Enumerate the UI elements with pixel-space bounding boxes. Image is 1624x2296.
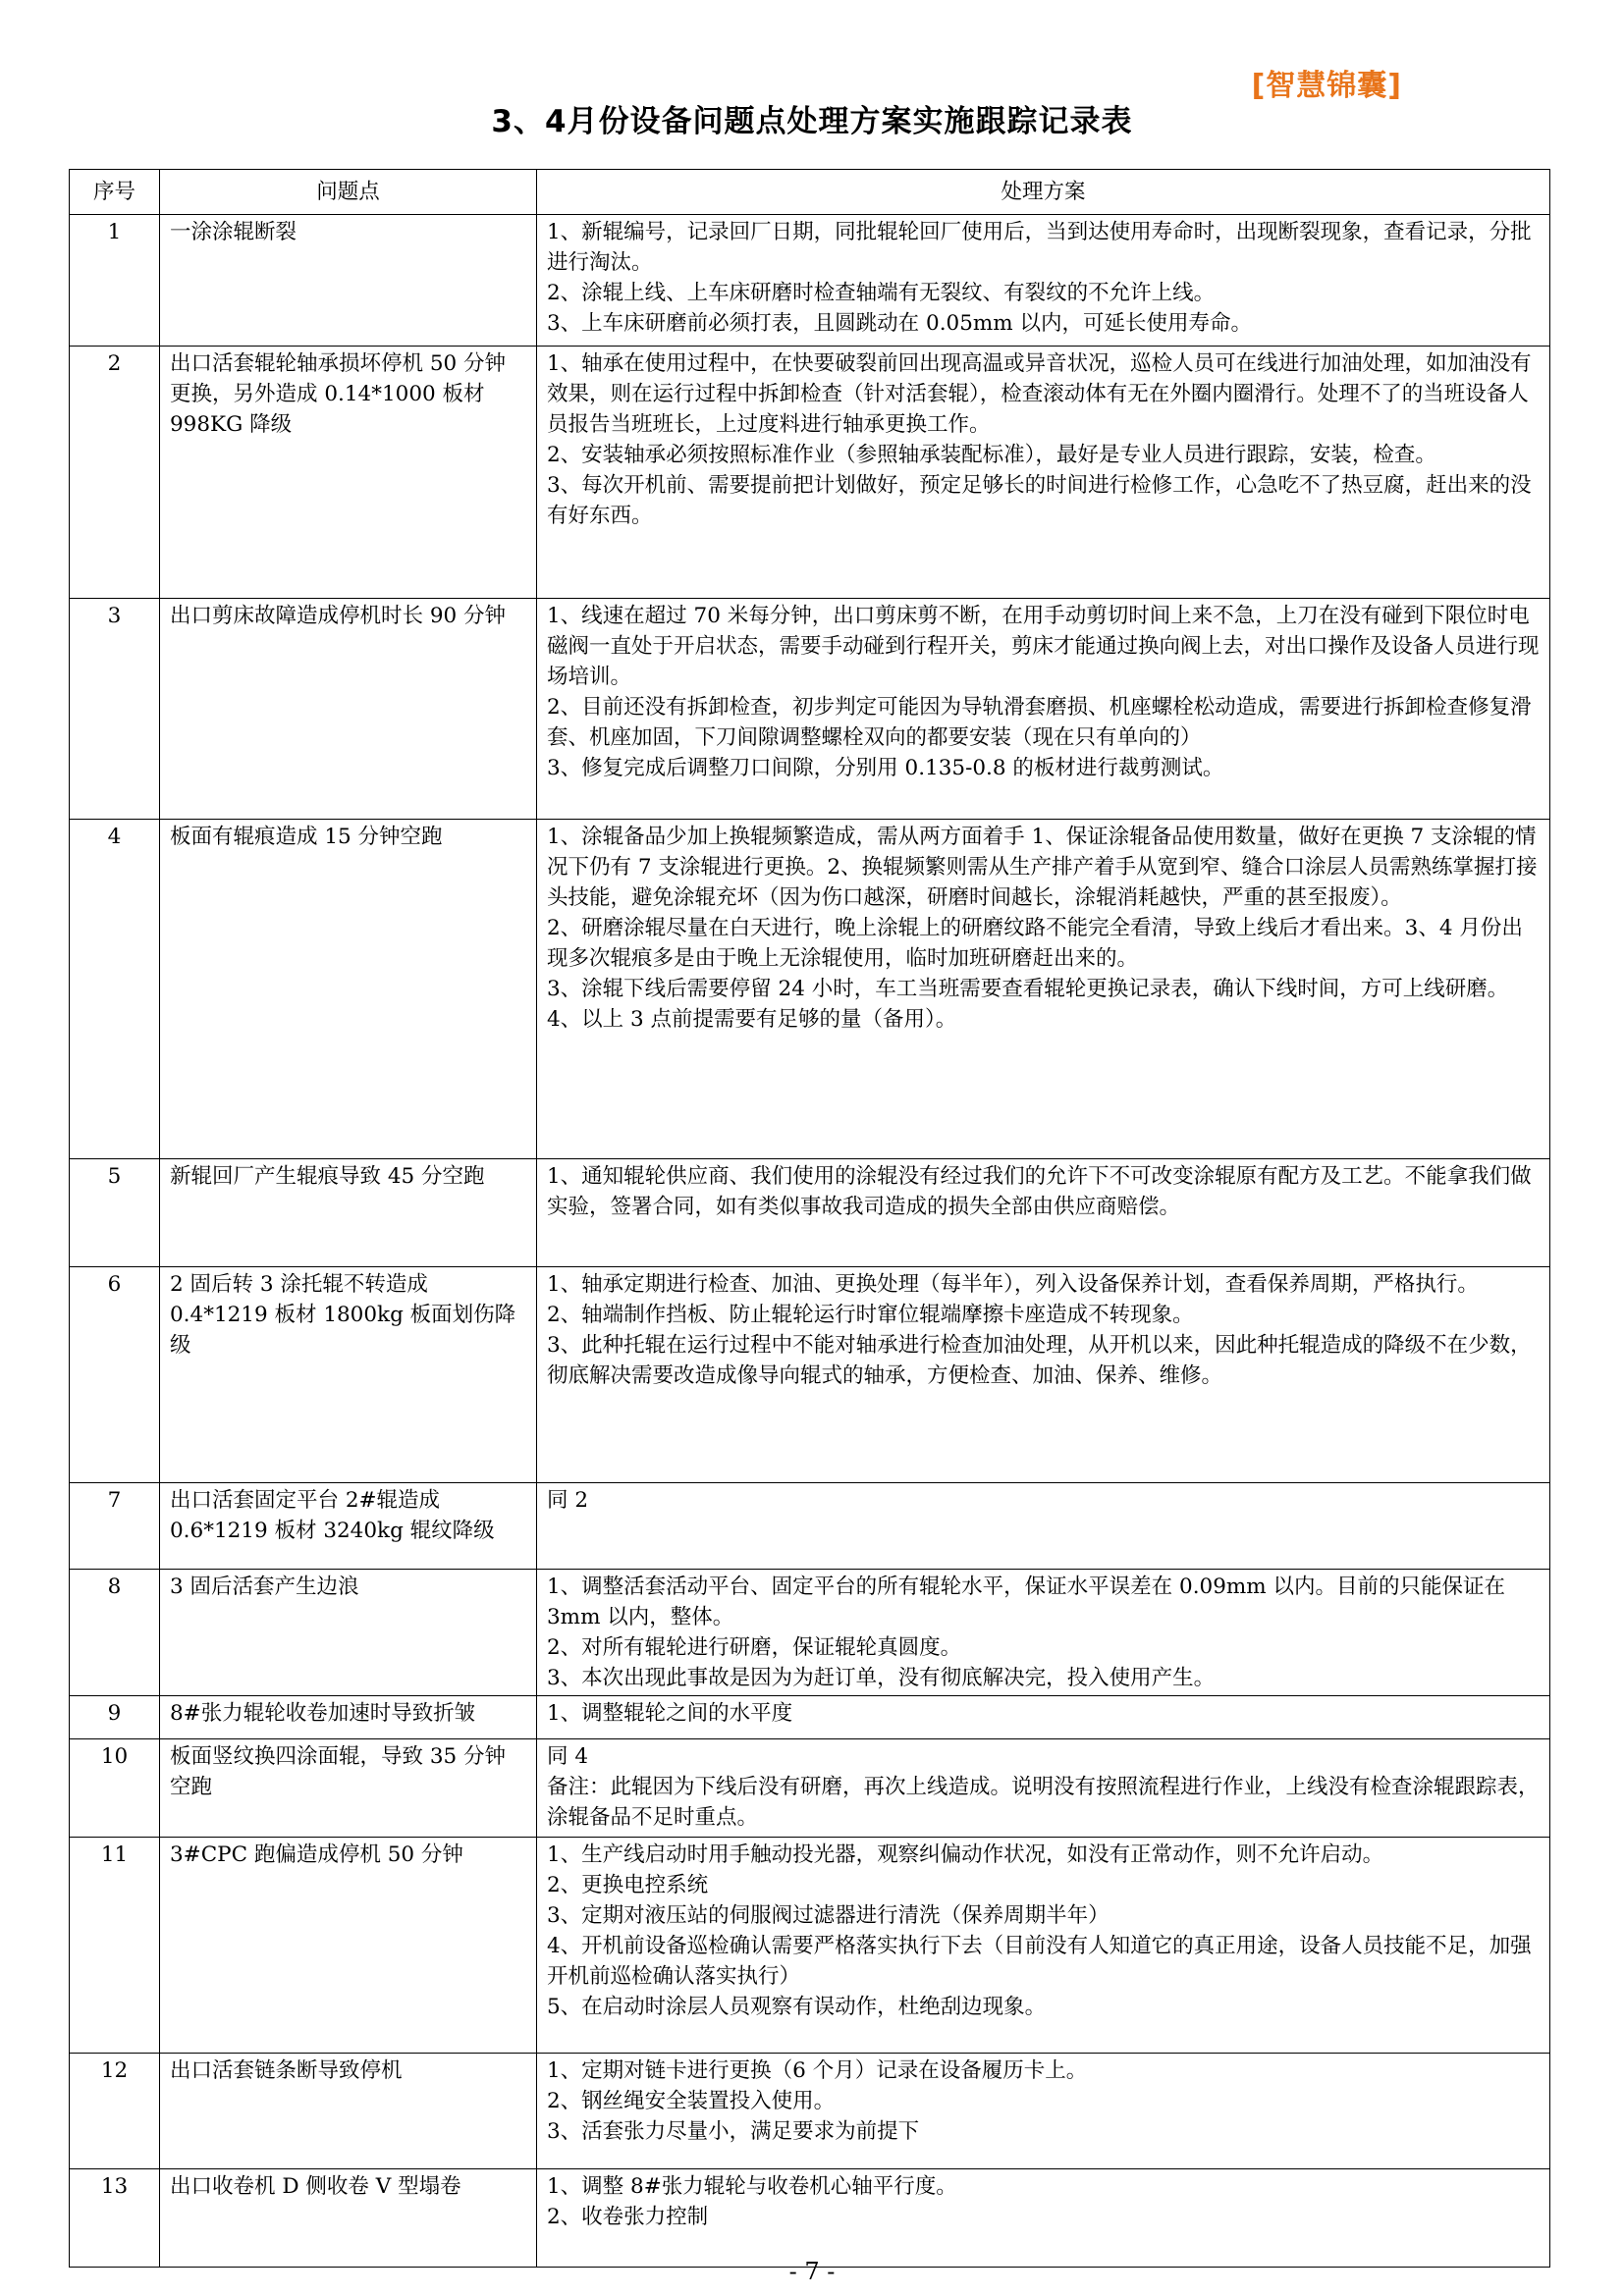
solution-line: 2、更换电控系统 <box>547 1873 709 1897</box>
solution-cell <box>537 1483 1550 1570</box>
table-row <box>70 820 1550 1159</box>
solution-line: 1、调整辊轮之间的水平度 <box>547 1701 793 1726</box>
table-row <box>70 599 1550 820</box>
table-row <box>70 2054 1550 2169</box>
solution-line: 3、定期对液压站的伺服阀过滤器进行清洗（保养周期半年） <box>547 1903 1110 1928</box>
header-num: 序号 <box>70 170 160 215</box>
solution-cell <box>537 1267 1550 1483</box>
solution-cell <box>537 1696 1550 1739</box>
solution-line: 3、涂辊下线后需要停留 24 小时，车工当班需要查看辊轮更换记录表，确认下线时间，方可上线研磨。 <box>547 977 1509 1001</box>
solution-cell <box>537 820 1550 1159</box>
problem-cell: 板面竖纹换四涂面辊，导致 35 分钟空跑 <box>160 1739 537 1838</box>
solution-line: 2、钢丝绳安全装置投入使用。 <box>547 2089 836 2113</box>
solution-line: 1、线速在超过 70 米每分钟，出口剪床剪不断，在用手动剪切时间上来不急，上刀在没有碰到下限位时电磁阀一直处于开启状态，需要手动碰到行程开关，剪床才能通过换向阀上去，对出口操作及设备人员进行现场培训。 <box>547 604 1540 689</box>
row-number: 9 <box>70 1696 160 1739</box>
solution-line: 3、本次出现此事故是因为为赶订单，没有彻底解决完，投入使用产生。 <box>547 1666 1216 1690</box>
solution-cell <box>537 1838 1550 2054</box>
problem-cell: 出口活套固定平台 2#辊造成 0.6*1219 板材 3240kg 辊纹降级 <box>160 1483 537 1570</box>
problem-cell: 出口收卷机 D 侧收卷 V 型塌卷 <box>160 2169 537 2268</box>
table-row <box>70 347 1550 599</box>
solution-line: 2、安装轴承必须按照标准作业（参照轴承装配标准），最好是专业人员进行跟踪，安装，检查。 <box>547 443 1436 467</box>
problem-cell: 3 固后活套产生边浪 <box>160 1570 537 1696</box>
solution-line: 1、定期对链卡进行更换（6 个月）记录在设备履历卡上。 <box>547 2058 1088 2083</box>
problem-cell: 3#CPC 跑偏造成停机 50 分钟 <box>160 1838 537 2054</box>
table-row <box>70 215 1550 347</box>
page-title: 3、4月份设备问题点处理方案实施跟踪记录表 <box>491 104 1133 139</box>
page-number: - 7 - <box>788 2258 836 2285</box>
table-row <box>70 1739 1550 1838</box>
solution-line: 5、在启动时涂层人员观察有误动作，杜绝刮边现象。 <box>547 1995 1047 2019</box>
row-number: 10 <box>70 1739 160 1838</box>
solution-cell <box>537 2054 1550 2169</box>
record-table <box>69 169 1550 2268</box>
solution-line: 备注：此辊因为下线后没有研磨，再次上线造成。说明没有按照流程进行作业，上线没有检查涂辊跟踪表，涂辊备品不足时重点。 <box>547 1775 1540 1830</box>
header-solution: 处理方案 <box>537 170 1550 215</box>
row-number: 4 <box>70 820 160 1159</box>
problem-cell: 一涂涂辊断裂 <box>160 215 537 347</box>
table-row <box>70 1159 1550 1267</box>
solution-line: 3、上车床研磨前必须打表，且圆跳动在 0.05mm 以内，可延长使用寿命。 <box>547 311 1252 336</box>
solution-line: 2、收卷张力控制 <box>547 2205 709 2229</box>
problem-cell: 新辊回厂产生辊痕导致 45 分空跑 <box>160 1159 537 1267</box>
solution-cell <box>537 347 1550 599</box>
solution-line: 2、研磨涂辊尽量在白天进行，晚上涂辊上的研磨纹路不能完全看清，导致上线后才看出来。3、4 月份出现多次辊痕多是由于晚上无涂辊使用，临时加班研磨赶出来的。 <box>547 916 1523 971</box>
row-number: 5 <box>70 1159 160 1267</box>
problem-cell: 板面有辊痕造成 15 分钟空跑 <box>160 820 537 1159</box>
solution-line: 4、以上 3 点前提需要有足够的量（备用）。 <box>547 1007 957 1032</box>
solution-line: 同 4 <box>547 1744 589 1769</box>
solution-line: 4、开机前设备巡检确认需要严格落实执行下去（目前没有人知道它的真正用途，设备人员技能不足，加强开机前巡检确认落实执行） <box>547 1934 1532 1989</box>
row-number: 12 <box>70 2054 160 2169</box>
table-row <box>70 1483 1550 1570</box>
solution-line: 1、通知辊轮供应商、我们使用的涂辊没有经过我们的允许下不可改变涂辊原有配方及工艺。不能拿我们做实验，签署合同，如有类似事故我司造成的损失全部由供应商赔偿。 <box>547 1164 1532 1219</box>
solution-line: 1、轴承定期进行检查、加油、更换处理（每半年），列入设备保养计划，查看保养周期，严格执行。 <box>547 1272 1479 1297</box>
solution-cell <box>537 1159 1550 1267</box>
table-row <box>70 2169 1550 2268</box>
solution-line: 同 2 <box>547 1488 589 1513</box>
problem-cell: 出口活套链条断导致停机 <box>160 2054 537 2169</box>
solution-line: 1、轴承在使用过程中，在快要破裂前回出现高温或异音状况，巡检人员可在线进行加油处理，如加油没有效果，则在运行过程中拆卸检查（针对活套辊），检查滚动体有无在外圈内圈滑行。处理不了的当班设备人员报告当班班长，上过度料进行轴承更换工作。 <box>547 351 1532 437</box>
solution-cell <box>537 2169 1550 2268</box>
header-problem: 问题点 <box>160 170 537 215</box>
table-row <box>70 1570 1550 1696</box>
solution-line: 1、生产线启动时用手触动投光器，观察纠偏动作状况，如没有正常动作，则不允许启动。 <box>547 1842 1384 1867</box>
solution-line: 3、活套张力尽量小，满足要求为前提下 <box>547 2119 920 2144</box>
solution-cell <box>537 215 1550 347</box>
row-number: 6 <box>70 1267 160 1483</box>
solution-line: 1、涂辊备品少加上换辊频繁造成，需从两方面着手 1、保证涂辊备品使用数量，做好在更换 7 支涂辊的情况下仍有 7 支涂辊进行更换。2、换辊频繁则需从生产排产着手从宽到窄、缝合口涂层人员需熟练掌握打接头技能，避免涂辊充坏（因为伤口越深，研磨时间越长，涂辊消耗越快，严重的甚至报废）。 <box>547 825 1538 910</box>
row-number: 13 <box>70 2169 160 2268</box>
solution-cell <box>537 1570 1550 1696</box>
solution-line: 1、调整 8#张力辊轮与收卷机心轴平行度。 <box>547 2174 957 2199</box>
table-row <box>70 1267 1550 1483</box>
solution-line: 3、此种托辊在运行过程中不能对轴承进行检查加油处理，从开机以来，因此种托辊造成的降级不在少数，彻底解决需要改造成像导向辊式的轴承，方便检查、加油、保养、维修。 <box>547 1333 1532 1388</box>
row-number: 11 <box>70 1838 160 2054</box>
solution-line: 3、修复完成后调整刀口间隙，分别用 0.135-0.8 的板材进行裁剪测试。 <box>547 756 1224 780</box>
solution-line: 1、调整活套活动平台、固定平台的所有辊轮水平，保证水平误差在 0.09mm 以内。目前的只能保证在 3mm 以内，整体。 <box>547 1575 1505 1629</box>
problem-cell: 出口剪床故障造成停机时长 90 分钟 <box>160 599 537 820</box>
table-row <box>70 1696 1550 1739</box>
solution-line: 2、对所有辊轮进行研磨，保证辊轮真圆度。 <box>547 1635 962 1660</box>
problem-cell: 8#张力辊轮收卷加速时导致折皱 <box>160 1696 537 1739</box>
row-number: 2 <box>70 347 160 599</box>
table-header-row <box>70 170 1550 215</box>
brand-label: [智慧锦囊] <box>1251 69 1402 103</box>
row-number: 1 <box>70 215 160 347</box>
solution-line: 2、涂辊上线、上车床研磨时检查轴端有无裂纹、有裂纹的不允许上线。 <box>547 281 1216 305</box>
solution-line: 3、每次开机前、需要提前把计划做好，预定足够长的时间进行检修工作，心急吃不了热豆腐，赶出来的没有好东西。 <box>547 473 1532 528</box>
solution-line: 1、新辊编号，记录回厂日期，同批辊轮回厂使用后，当到达使用寿命时，出现断裂现象，查看记录，分批进行淘汰。 <box>547 220 1532 275</box>
solution-cell <box>537 1739 1550 1838</box>
problem-cell: 出口活套辊轮轴承损坏停机 50 分钟更换，另外造成 0.14*1000 板材 998KG 降级 <box>160 347 537 599</box>
solution-line: 2、轴端制作挡板、防止辊轮运行时窜位辊端摩擦卡座造成不转现象。 <box>547 1303 1194 1327</box>
solution-cell <box>537 599 1550 820</box>
row-number: 8 <box>70 1570 160 1696</box>
row-number: 7 <box>70 1483 160 1570</box>
solution-line: 2、目前还没有拆卸检查，初步判定可能因为导轨滑套磨损、机座螺栓松动造成，需要进行拆卸检查修复滑套、机座加固，下刀间隙调整螺栓双向的都要安装（现在只有单向的） <box>547 695 1532 750</box>
table-row <box>70 1838 1550 2054</box>
row-number: 3 <box>70 599 160 820</box>
problem-cell: 2 固后转 3 涂托辊不转造成 0.4*1219 板材 1800kg 板面划伤降级 <box>160 1267 537 1483</box>
